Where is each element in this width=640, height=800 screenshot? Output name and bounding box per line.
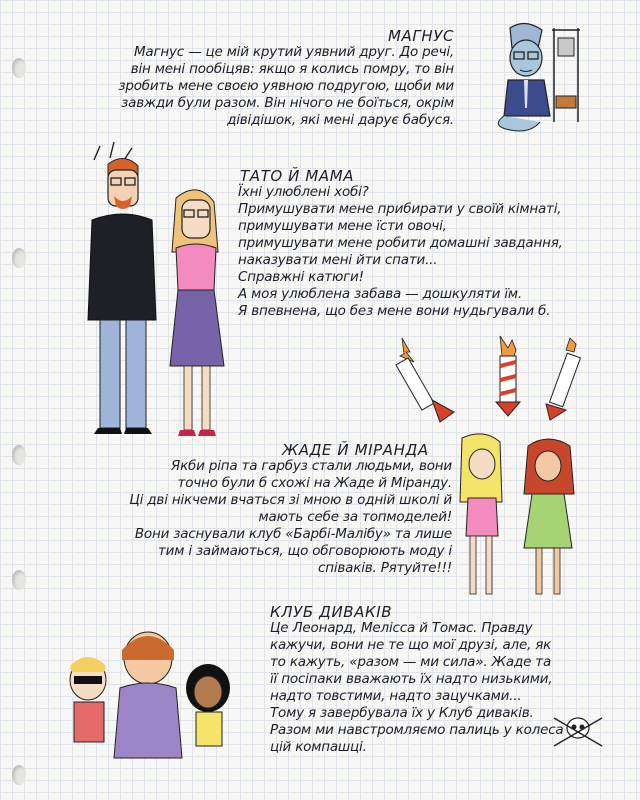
club-line: Тому я завербувала їх у Клуб диваків. bbox=[270, 705, 534, 721]
parents-line: Справжні катюги! bbox=[238, 269, 364, 285]
magnus-illustration bbox=[480, 18, 590, 138]
magnus-line: зробить мене своєю уявною подругою, щоби ми bbox=[118, 78, 454, 94]
jade-line: співаків. Рятуйте!!! bbox=[318, 560, 452, 576]
club-line: цій компашці. bbox=[270, 739, 367, 755]
binder-hole bbox=[12, 570, 26, 590]
parents-paragraph bbox=[238, 184, 618, 320]
parents-line: Примушувати мене прибирати у своїй кімнаті, bbox=[238, 201, 562, 217]
parents-heading: ТАТО Й МАМА bbox=[240, 167, 355, 185]
club-line: надто товстими, надто зацучками... bbox=[270, 688, 522, 704]
magnus-line: він мені пообіцяв: якщо я колись помру, то він bbox=[130, 61, 454, 77]
binder-hole bbox=[12, 248, 26, 268]
magnus-paragraph bbox=[70, 44, 454, 129]
parents-line: примушувати мене робити домашні завдання, bbox=[238, 235, 563, 251]
parents-line: Я впевнена, що без мене вони нудьгували б. bbox=[238, 303, 551, 319]
binder-hole bbox=[12, 445, 26, 465]
club-illustration bbox=[58, 618, 258, 768]
binder-hole bbox=[12, 765, 26, 785]
parents-line: примушувати мене їсти овочі, bbox=[238, 218, 447, 234]
magnus-line: Магнус — це мій крутий уявний друг. До речі, bbox=[133, 44, 454, 60]
jade-line: мають себе за топмоделей! bbox=[258, 509, 452, 525]
magnus-line: дівідішок, які мені дарує бабуся. bbox=[227, 112, 454, 128]
club-line: Це Леонард, Мелісса й Томас. Правду bbox=[270, 620, 533, 636]
magnus-heading: МАГНУС bbox=[388, 27, 455, 45]
parents-line: наказувати мені йти спати... bbox=[238, 252, 438, 268]
arrows-illustration bbox=[396, 334, 596, 426]
club-heading: КЛУБ ДИВАКІВ bbox=[270, 603, 393, 621]
club-line: її посіпаки вважають їх надто низькими, bbox=[270, 671, 553, 687]
magnus-line: завжди були разом. Він нічого не боїться, окрім bbox=[121, 95, 454, 111]
parents-line: А моя улюблена забава — дошкуляти їм. bbox=[238, 286, 522, 302]
jade-line: Якби ріпа та гарбуз стали людьми, вони bbox=[170, 458, 452, 474]
binder-hole bbox=[12, 58, 26, 78]
jade-miranda-illustration bbox=[452, 432, 592, 600]
jade-paragraph bbox=[68, 458, 452, 577]
jade-line: Ці дві нікчеми вчаться зі мною в одній школі й bbox=[129, 492, 452, 508]
parents-line: Їхні улюблені хобі? bbox=[238, 184, 369, 200]
jade-line: точно були б схожі на Жаде й Міранду. bbox=[177, 475, 452, 491]
club-line: Разом ми навстромляємо палиць у колеса bbox=[270, 722, 564, 738]
club-line: то кажуть, «разом — ми сила». Жаде та bbox=[270, 654, 552, 670]
jade-heading: ЖАДЕ Й МІРАНДА bbox=[282, 441, 429, 459]
skull-doodle-icon bbox=[548, 712, 608, 752]
club-line: кажучи, вони не те що мої друзі, але, як bbox=[270, 637, 552, 653]
jade-line: тим і займаються, що обговорюють моду і bbox=[158, 543, 452, 559]
jade-line: Вони заснували клуб «Барбі-Малібу» та лише bbox=[134, 526, 452, 542]
parents-illustration bbox=[80, 140, 240, 450]
